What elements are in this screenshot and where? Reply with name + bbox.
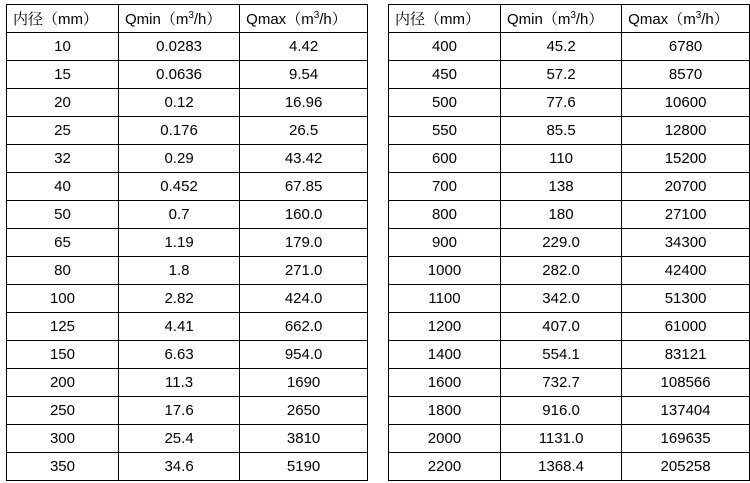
header-row [389, 5, 750, 33]
table-row [389, 285, 750, 313]
cell-inner-diameter: 200 [7, 369, 119, 397]
cell-qmin: 17.6 [118, 397, 239, 425]
header-qmax: $Qmax(m^3/h)$ [622, 5, 750, 33]
cell-qmax: 16.96 [240, 89, 368, 117]
table-row [389, 117, 750, 145]
table-row [389, 33, 750, 61]
cell-inner-diameter: 300 [7, 425, 119, 453]
cell-qmin: 1131.0 [500, 425, 621, 453]
cell-qmax: 83121 [622, 341, 750, 369]
table-row [7, 425, 368, 453]
cell-qmax: 6780 [622, 33, 750, 61]
table-row [7, 453, 368, 481]
cell-qmax: 2650 [240, 397, 368, 425]
cell-qmin: 229.0 [500, 229, 621, 257]
cell-inner-diameter: 100 [7, 285, 119, 313]
cell-qmax: 12800 [622, 117, 750, 145]
header-inner-diameter: 内径（mm） [389, 5, 501, 33]
cell-qmin: 342.0 [500, 285, 621, 313]
cell-inner-diameter: 25 [7, 117, 119, 145]
table-row [389, 61, 750, 89]
table-row [389, 341, 750, 369]
cell-qmin: 0.7 [118, 201, 239, 229]
cell-inner-diameter: 700 [389, 173, 501, 201]
cell-qmin: 85.5 [500, 117, 621, 145]
cell-inner-diameter: 1800 [389, 397, 501, 425]
cell-inner-diameter: 1000 [389, 257, 501, 285]
cell-qmax: 67.85 [240, 173, 368, 201]
header-inner-diameter: 内径（mm） [7, 5, 119, 33]
table-row [7, 173, 368, 201]
table-row [7, 61, 368, 89]
cell-qmin: 45.2 [500, 33, 621, 61]
cell-qmax: 137404 [622, 397, 750, 425]
cell-qmax: 205258 [622, 453, 750, 481]
cell-inner-diameter: 50 [7, 201, 119, 229]
cell-inner-diameter: 800 [389, 201, 501, 229]
table-row [389, 257, 750, 285]
cell-qmin: 282.0 [500, 257, 621, 285]
cell-qmax: 20700 [622, 173, 750, 201]
cell-inner-diameter: 40 [7, 173, 119, 201]
cell-qmin: 0.29 [118, 145, 239, 173]
cell-qmin: 554.1 [500, 341, 621, 369]
cell-qmax: 43.42 [240, 145, 368, 173]
cell-qmin: 6.63 [118, 341, 239, 369]
cell-qmax: 42400 [622, 257, 750, 285]
cell-qmax: 15200 [622, 145, 750, 173]
cell-qmax: 954.0 [240, 341, 368, 369]
table-row [389, 89, 750, 117]
cell-inner-diameter: 450 [389, 61, 501, 89]
cell-qmin: 11.3 [118, 369, 239, 397]
table-row [7, 33, 368, 61]
cell-qmax: 8570 [622, 61, 750, 89]
cell-inner-diameter: 150 [7, 341, 119, 369]
left-spec-table [6, 4, 368, 481]
cell-qmax: 108566 [622, 369, 750, 397]
right-table-header [389, 5, 750, 33]
cell-qmin: 0.12 [118, 89, 239, 117]
table-row [389, 145, 750, 173]
cell-qmax: 3810 [240, 425, 368, 453]
cell-qmin: 407.0 [500, 313, 621, 341]
cell-inner-diameter: 10 [7, 33, 119, 61]
right-spec-table [388, 4, 750, 481]
cell-qmax: 9.54 [240, 61, 368, 89]
cell-inner-diameter: 400 [389, 33, 501, 61]
cell-qmin: 916.0 [500, 397, 621, 425]
cell-qmax: 169635 [622, 425, 750, 453]
cell-qmin: 57.2 [500, 61, 621, 89]
cell-qmax: 10600 [622, 89, 750, 117]
cell-qmax: 4.42 [240, 33, 368, 61]
left-table-header [7, 5, 368, 33]
header-row [7, 5, 368, 33]
cell-qmin: 25.4 [118, 425, 239, 453]
cell-inner-diameter: 1100 [389, 285, 501, 313]
cell-inner-diameter: 1600 [389, 369, 501, 397]
table-row [7, 89, 368, 117]
cell-inner-diameter: 2200 [389, 453, 501, 481]
table-row [389, 201, 750, 229]
cell-inner-diameter: 1400 [389, 341, 501, 369]
cell-inner-diameter: 32 [7, 145, 119, 173]
cell-qmax: 27100 [622, 201, 750, 229]
cell-qmin: 34.6 [118, 453, 239, 481]
cell-qmin: 1.19 [118, 229, 239, 257]
cell-qmin: 180 [500, 201, 621, 229]
left-table-body [7, 33, 368, 481]
cell-qmax: 61000 [622, 313, 750, 341]
table-row [7, 341, 368, 369]
cell-qmin: 1368.4 [500, 453, 621, 481]
right-table-body [389, 33, 750, 481]
table-row [389, 453, 750, 481]
cell-inner-diameter: 15 [7, 61, 119, 89]
cell-inner-diameter: 1200 [389, 313, 501, 341]
cell-inner-diameter: 65 [7, 229, 119, 257]
cell-qmax: 1690 [240, 369, 368, 397]
cell-inner-diameter: 250 [7, 397, 119, 425]
table-row [7, 145, 368, 173]
cell-qmin: 732.7 [500, 369, 621, 397]
table-row [389, 173, 750, 201]
table-row [389, 229, 750, 257]
table-row [7, 201, 368, 229]
cell-qmin: 0.176 [118, 117, 239, 145]
cell-qmin: 1.8 [118, 257, 239, 285]
table-row [389, 313, 750, 341]
table-row [7, 397, 368, 425]
cell-inner-diameter: 350 [7, 453, 119, 481]
cell-inner-diameter: 2000 [389, 425, 501, 453]
cell-qmax: 179.0 [240, 229, 368, 257]
cell-inner-diameter: 125 [7, 313, 119, 341]
cell-qmin: 0.452 [118, 173, 239, 201]
cell-qmax: 662.0 [240, 313, 368, 341]
cell-inner-diameter: 500 [389, 89, 501, 117]
table-row [389, 425, 750, 453]
cell-qmax: 5190 [240, 453, 368, 481]
cell-qmin: 110 [500, 145, 621, 173]
table-row [7, 313, 368, 341]
table-row [7, 369, 368, 397]
cell-qmax: 271.0 [240, 257, 368, 285]
cell-qmax: 51300 [622, 285, 750, 313]
table-row [7, 229, 368, 257]
cell-qmin: 0.0636 [118, 61, 239, 89]
cell-inner-diameter: 550 [389, 117, 501, 145]
cell-inner-diameter: 80 [7, 257, 119, 285]
cell-inner-diameter: 600 [389, 145, 501, 173]
header-qmin: $Qmin(m^3/h)$ [500, 5, 621, 33]
cell-qmin: 138 [500, 173, 621, 201]
table-row [7, 257, 368, 285]
cell-qmin: 2.82 [118, 285, 239, 313]
cell-inner-diameter: 900 [389, 229, 501, 257]
cell-inner-diameter: 20 [7, 89, 119, 117]
cell-qmax: 160.0 [240, 201, 368, 229]
header-qmin: $Qmin(m^3/h)$ [118, 5, 239, 33]
table-row [389, 397, 750, 425]
table-row [7, 117, 368, 145]
cell-qmin: 0.0283 [118, 33, 239, 61]
cell-qmax: 26.5 [240, 117, 368, 145]
table-row [7, 285, 368, 313]
table-row [389, 369, 750, 397]
header-qmax: $Qmax(m^3/h)$ [240, 5, 368, 33]
cell-qmin: 77.6 [500, 89, 621, 117]
cell-qmax: 424.0 [240, 285, 368, 313]
cell-qmax: 34300 [622, 229, 750, 257]
cell-qmin: 4.41 [118, 313, 239, 341]
